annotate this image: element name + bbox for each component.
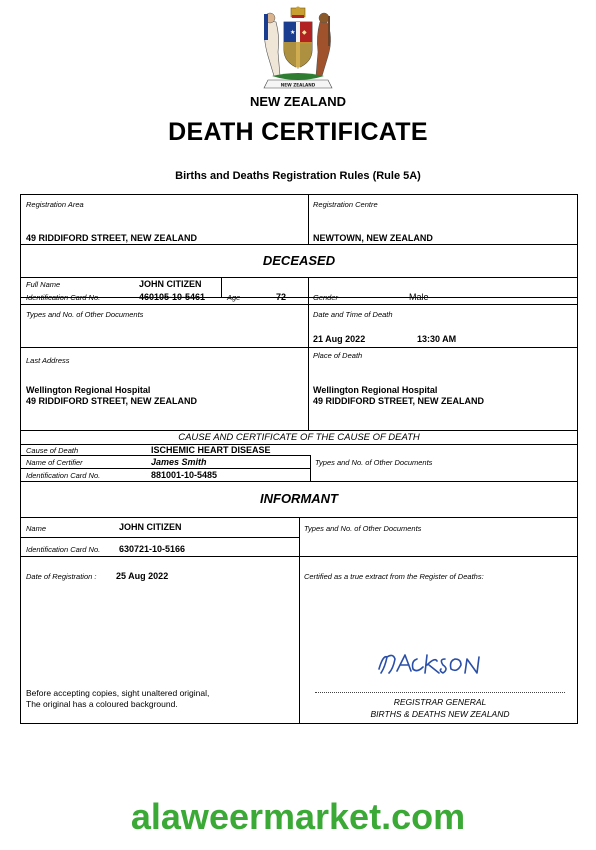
place-of-death-line2: 49 RIDDIFORD STREET, NEW ZEALAND [313, 396, 485, 406]
registration-centre-label: Registration Centre [313, 200, 378, 209]
rule [21, 537, 299, 538]
registration-centre-value: NEWTOWN, NEW ZEALAND [313, 233, 433, 243]
svg-text:◆: ◆ [302, 29, 307, 36]
registrar-signature [373, 649, 493, 677]
certificate-form [20, 194, 578, 724]
informant-id-value: 630721-10-5166 [119, 544, 186, 554]
rule [21, 277, 577, 278]
coat-of-arms-emblem [254, 6, 342, 92]
svg-text:NEW ZEALAND: NEW ZEALAND [280, 82, 316, 88]
deceased-id-value: 460105-10-5461 [139, 292, 206, 302]
rule [21, 304, 577, 305]
place-of-death-line1: Wellington Regional Hospital [313, 385, 438, 395]
last-address-line2: 49 RIDDIFORD STREET, NEW ZEALAND [26, 396, 198, 406]
full-name-label: Full Name [26, 280, 61, 289]
note-line2: The original has a coloured background. [26, 699, 178, 709]
informant-other-docs-label: Types and No. of Other Documents [304, 524, 422, 533]
certifier-value: James Smith [151, 457, 207, 467]
age-label: Age [227, 293, 241, 302]
country-heading: NEW ZEALAND [249, 94, 347, 109]
cause-heading: CAUSE AND CERTIFICATE OF THE CAUSE OF DEATH [178, 432, 420, 443]
rule [21, 444, 577, 445]
deceased-other-docs-label: Types and No. of Other Documents [26, 310, 144, 319]
last-address-line1: Wellington Regional Hospital [26, 385, 151, 395]
cause-of-death-label: Cause of Death [26, 446, 79, 455]
rule [21, 455, 310, 456]
deceased-id-label: Identification Card No. [26, 293, 101, 302]
registrar-line2: BIRTHS & DEATHS NEW ZEALAND [370, 709, 510, 719]
rule [21, 481, 577, 482]
cause-of-death-value: ISCHEMIC HEART DISEASE [151, 445, 271, 455]
informant-id-label: Identification Card No. [26, 545, 101, 554]
rule [21, 297, 577, 298]
death-time-value: 13:30 AM [417, 334, 457, 344]
rule [308, 277, 309, 430]
certifier-id-label: Identification Card No. [26, 471, 101, 480]
rule [299, 517, 300, 724]
svg-text:★: ★ [290, 29, 296, 36]
full-name-value: JOHN CITIZEN [139, 279, 202, 289]
last-address-label: Last Address [26, 356, 70, 365]
watermark-text: alaweermarket.com [130, 796, 466, 837]
cause-other-docs-label: Types and No. of Other Documents [315, 458, 433, 467]
rule [21, 347, 577, 348]
document-title: DEATH CERTIFICATE [168, 118, 428, 146]
registrar-line1: REGISTRAR GENERAL [393, 697, 487, 707]
document-subtitle: Births and Deaths Registration Rules (Rule 5A) [175, 170, 421, 182]
rule [21, 244, 577, 245]
deceased-heading: DECEASED [262, 253, 336, 268]
gender-value: Male [409, 292, 429, 302]
informant-heading: INFORMANT [260, 491, 338, 506]
registration-area-label: Registration Area [26, 200, 84, 209]
registration-area-value: 49 RIDDIFORD STREET, NEW ZEALAND [26, 233, 198, 243]
rule [21, 430, 577, 431]
rule [21, 468, 310, 469]
gender-label: Gender [313, 293, 339, 302]
certifier-id-value: 881001-10-5485 [151, 470, 218, 480]
informant-name-value: JOHN CITIZEN [119, 522, 182, 532]
note-line1: Before accepting copies, sight unaltered original, [26, 688, 210, 698]
rule [221, 277, 222, 297]
rule [308, 195, 309, 244]
signature-line [315, 692, 565, 693]
place-of-death-label: Place of Death [313, 351, 363, 360]
death-date-value: 21 Aug 2022 [313, 334, 366, 344]
datetime-label: Date and Time of Death [313, 310, 393, 319]
registration-date-label: Date of Registration : [26, 572, 97, 581]
certifier-label: Name of Certifier [26, 458, 83, 467]
age-value: 72 [276, 292, 287, 302]
registration-date-value: 25 Aug 2022 [116, 571, 169, 581]
informant-name-label: Name [26, 524, 47, 533]
rule [310, 455, 311, 481]
certified-label: Certified as a true extract from the Register of Deaths: [304, 572, 484, 581]
